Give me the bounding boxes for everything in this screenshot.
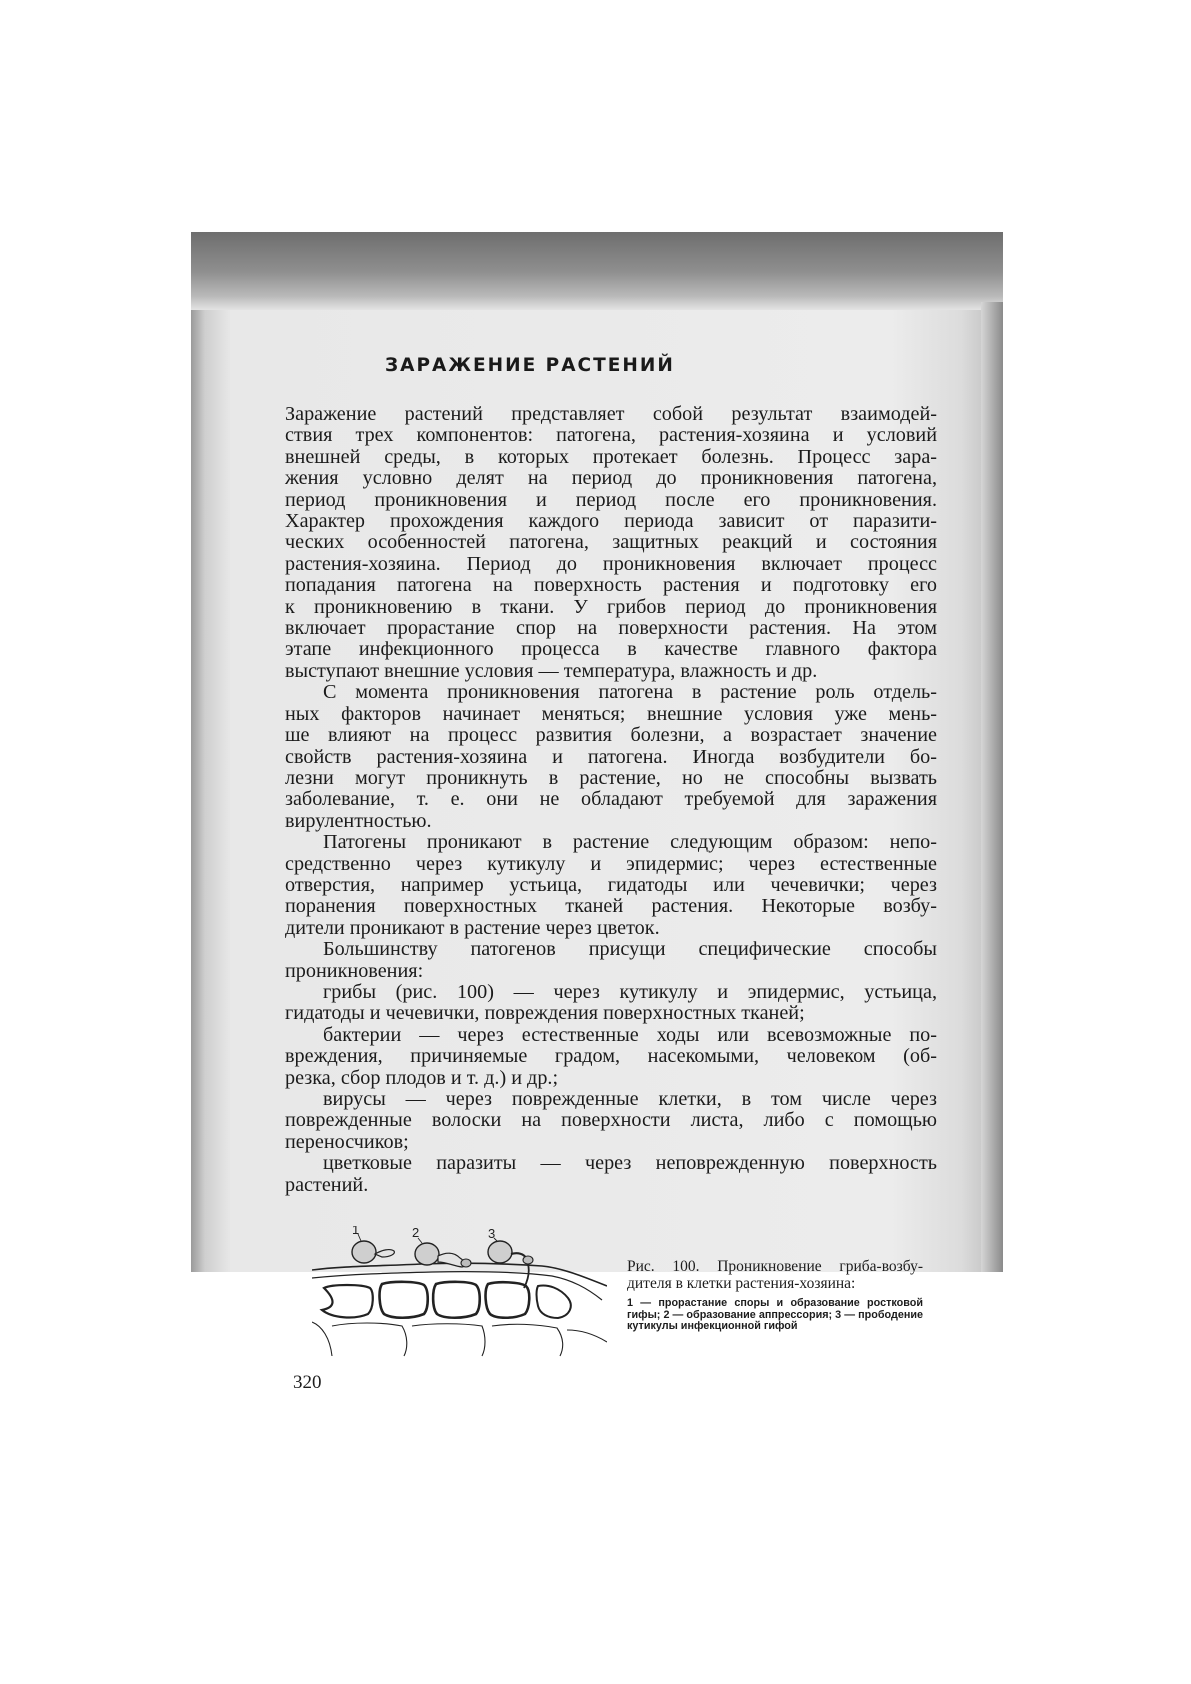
text-line: растений.: [285, 1173, 369, 1196]
text-line: поврежденные волоски на поверхности листа, либо с помощью: [285, 1109, 937, 1132]
text-line: переносчиков;: [285, 1130, 409, 1153]
text-line: период проникновения и период после его проникновения.: [285, 488, 937, 511]
text-line: Характер прохождения каждого периода зависит от паразити-: [285, 510, 937, 533]
text-line: ше влияют на процесс развития болезни, а возрастает значение: [285, 724, 937, 747]
page-number: 320: [293, 1372, 322, 1393]
text-line: С момента проникновения патогена в растение роль отдель-: [323, 681, 937, 704]
text-line: гидатоды и чечевички, повреждения поверхностных тканей;: [285, 1002, 805, 1025]
caption-legend: 1 — прорастание споры и образование ростковой гифы; 2 — образование аппрессория; 3 — прободение кутикулы инфекционной гифой: [627, 1297, 923, 1332]
text-line: вирусы — через поврежденные клетки, в том числе через: [323, 1088, 937, 1110]
text-line: вреждения, причиняемые градом, насекомыми, человеком (об-: [285, 1045, 937, 1068]
text-line: резка, сбор плодов и т. д.) и др.;: [285, 1066, 559, 1089]
scan-top-shadow: [191, 232, 1003, 310]
text-line: этапе инфекционного процесса в качестве главного фактора: [285, 638, 937, 661]
text-line: бактерии — через естественные ходы или всевозможные по-: [323, 1023, 937, 1046]
text-line: жения условно делят на период до проникновения патогена,: [285, 467, 937, 490]
text-line: проникновения:: [285, 959, 424, 982]
text-line: внешней среды, в которых протекает болезнь. Процесс зара-: [285, 445, 937, 468]
fungus-penetration-figure: [312, 1226, 607, 1358]
figure-label-3: 3: [488, 1226, 496, 1241]
text-line: грибы (рис. 100) — через кутикулу и эпидермис, устьица,: [323, 980, 937, 1003]
page-fold-shadow: [981, 302, 1003, 1272]
text-line: Патогены проникают в растение следующим образом: непо-: [323, 831, 937, 854]
text-line: ствия трех компонентов: патогена, растения-хозяина и условий: [285, 424, 937, 447]
text-line: включает прорастание спор на поверхности растения. На этом: [285, 617, 937, 640]
text-line: ческих особенностей патогена, защитных реакций и состояния: [285, 531, 937, 554]
text-line: свойств растения-хозяина и патогена. Иногда возбудители бо-: [285, 745, 937, 768]
text-line: попадания патогена на поверхность растения и подготовку его: [285, 574, 937, 597]
caption-title: Рис. 100. Проникновение гриба-возбу-дителя в клетки растения-хозяина:: [627, 1258, 923, 1292]
body-text: [285, 404, 937, 1196]
figure-label-1: 1: [352, 1226, 360, 1237]
text-line: Заражение растений представляет собой результат взаимодей-: [285, 403, 937, 425]
text-line: лезни могут проникнуть в растение, но не способны вызвать: [285, 766, 937, 789]
text-line: дители проникают в растение через цветок.: [285, 916, 660, 939]
text-line: Большинству патогенов присущи специфические способы: [323, 938, 937, 961]
text-line: вирулентностью.: [285, 809, 432, 832]
text-line: цветковые паразиты — через неповрежденную поверхность: [323, 1152, 937, 1175]
figure-caption: [627, 1258, 923, 1333]
text-line: средственно через кутикулу и эпидермис; через естественные: [285, 852, 937, 875]
text-line: ных факторов начинает меняться; внешние условия уже мень-: [285, 702, 937, 725]
text-line: отверстия, например устьица, гидатоды или чечевички; через: [285, 873, 937, 896]
text-line: растения-хозяина. Период до проникновения включает процесс: [285, 552, 937, 575]
figure-label-2: 2: [412, 1226, 420, 1240]
text-line: поранения поверхностных тканей растения. Некоторые возбу-: [285, 895, 937, 918]
text-line: заболевание, т. е. они не обладают требуемой для заражения: [285, 788, 937, 811]
text-line: к проникновению в ткани. У грибов период до проникновения: [285, 595, 937, 618]
page-title: ЗАРАЖЕНИЕ РАСТЕНИЙ: [385, 355, 675, 376]
text-line: выступают внешние условия — температура, влажность и др.: [285, 659, 818, 682]
